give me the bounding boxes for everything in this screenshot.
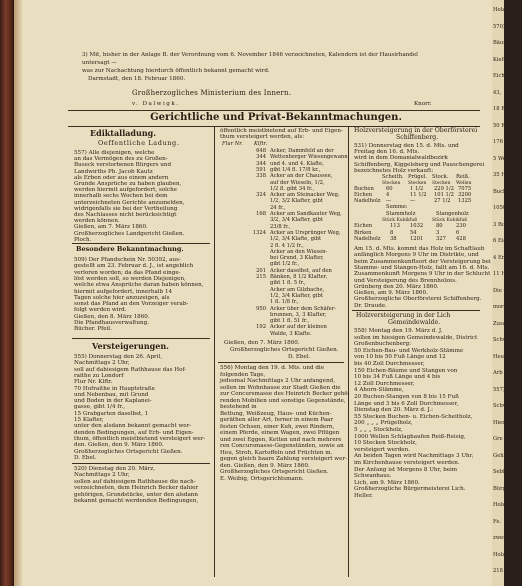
parcel-description: gibt 1 fl. 51 fr., [270, 318, 310, 325]
p531-line: 531) Donnerstag den 15. d. Mts. und [354, 143, 459, 149]
parcel-klftr: 344 [256, 154, 266, 161]
wood-table-1-cell: Nadelholz [354, 198, 381, 204]
parcel-description: Bänken, 8 1/2 Klafter, [270, 274, 328, 280]
parcel-description: 2 fl. 4 1/2 fr., [270, 242, 304, 249]
p531b-line: Dr. Draude. [354, 302, 387, 309]
intro2-line: öffentlich meistbietend auf Erb- und Eigen- [220, 128, 343, 134]
right-page-fragment: 11 Holz [493, 271, 514, 277]
signature-right: Knorr. [414, 101, 432, 107]
p531b-line: Stamme- und Stangen-Holz, fallt am 16. d. Mts. [354, 264, 490, 271]
p555-line: 15 Klafter, [74, 417, 104, 423]
wood-table-2-cell: 38 [390, 236, 397, 242]
wood-table-1-cell: 229 1/2 [434, 186, 454, 192]
wood-table-1-cell: 11 1/2 [410, 192, 427, 198]
parcel-description: 23/8 fr., [270, 223, 291, 230]
wood-table-2-cell: 8 [390, 229, 394, 236]
wood-table-1-cell: 1 1/2 [410, 186, 424, 192]
right-page-fragment: Buchen [493, 188, 513, 195]
p520-line: verzeichneten, dem Heinrich Becker dahier [74, 485, 199, 492]
p555-line: raithe zu Londorf [74, 372, 124, 379]
parcel-description: 24 fr., [270, 204, 286, 211]
p555-line: gasse, gibt 1/4 fr., [74, 404, 125, 411]
p556-line: Bettung, Weißzeug, Haus- und Küchen- [220, 410, 332, 417]
p557-line: als Erben oder aus einem andern [74, 174, 169, 181]
parcel-klftr: 344 [256, 160, 266, 167]
p555-line: 70 Hofraithe in Hauptstraße [74, 385, 155, 392]
p557-line: 557) Alle diejenigen, welche [74, 150, 155, 156]
table-head-klftr: Klftr. [254, 141, 268, 147]
p555-line: Flur Nr. Klftr. [74, 379, 113, 386]
p556-line: gegen gleich baare Zahlung versteigert wer- [220, 456, 347, 462]
parcel-klftr: 215 [256, 274, 266, 280]
wood-table-1-cell: Eichen [354, 192, 373, 198]
p509-line: welche etwa Ansprüche daran haben können, [74, 282, 204, 289]
p555-line: D. Ebel. [74, 454, 97, 461]
parcel-description: Acker an der Chaussee, [270, 173, 333, 180]
p509-line: 509) Der Pfandschein Nr. 50392, aus- [74, 257, 181, 263]
top-line-2: untersagt — [82, 60, 117, 66]
p531b-line: Grünberg den 20. März 1860. [354, 283, 439, 290]
parcel-description: 1/2, 3/4 Klafte, gibt [270, 236, 322, 243]
right-page-fragment: 218 F [493, 568, 509, 574]
parcel-klftr: 324 [256, 192, 266, 199]
rule-col1-a [72, 243, 210, 244]
parcel-description: Acker am Gilzbache, [270, 286, 325, 293]
wood-table-2-cell: 230 [456, 223, 466, 229]
parcel-description: gibt 1/2 fr., [270, 261, 300, 268]
p531-line: bezeichnetes Holz verkauft: [354, 167, 434, 174]
right-page-fragment: Holzo [493, 551, 509, 558]
right-page-fragment: 176 Wei [493, 139, 515, 145]
wood-table-2-cell: Nadelholz [354, 236, 381, 242]
p531b-line: Gießen, am 9. März 1860. [354, 290, 428, 297]
p531-line: Schiffenberg, Kiggelsberg und Pauschengerei [354, 161, 485, 168]
heading-holzv-1: Holzversteigerung in der Oberförsterei [354, 127, 478, 134]
wood-table-1-cell: 4 [386, 192, 390, 198]
parcel-description: und 4. und 4. Klafte, [270, 160, 324, 167]
right-page-fragment: 1050 Bu [493, 205, 516, 211]
right-page-fragment: Gehba [493, 452, 510, 459]
wood-table-2-cell: 6 [456, 229, 460, 236]
top-line-4: Darmstadt, den 18. Februar 1860. [88, 76, 186, 82]
p558-line: Der Anfang ist Morgens 8 Uhr, beim [354, 466, 458, 473]
p558-line: Schwanhaus. [354, 473, 392, 480]
p558-line: Länge und 3 bis 6 Zoll Durchmesser, [354, 400, 459, 407]
parcel-description: Acker daselbst, auf den [270, 267, 332, 274]
right-page-fragment: Schwalben [493, 337, 522, 343]
p558-line: 1000 Wellen Schlaghaufen Reiß-Reisig, [354, 433, 466, 440]
heading-oeffentliche-ladung: Oeffentliche Ladung. [98, 139, 180, 147]
p556-line: festen Ochsen, einer Kuh, zwei Rindern, [220, 423, 335, 430]
p557-line: Grunde Ansprüche zu haben glauben, [74, 181, 182, 187]
wood-table-1-cell: 3200 [458, 192, 472, 198]
wood-table-1-cell: 101 1/2 [434, 192, 454, 198]
p558-line: 4 Ahorn-Stämme, [354, 387, 404, 394]
p556-line: sollen im Wohnhause zur Stadt Gießen die [220, 384, 341, 391]
parcel-description: 3/2, 3/4 Klafter, gibt [270, 217, 323, 224]
p558-line: 200 „ „ „ Prügelholz, [354, 420, 413, 427]
p556-line: folgenden Tage, [220, 371, 266, 378]
p558-line: 10 bis 34 Fuß Länge und 4 bis [354, 374, 441, 381]
wood-table-1-head: Prügel. [408, 174, 428, 180]
wood-table-2-cell: 1032 [410, 223, 424, 229]
p557-line: unterzeichneten Gerichte anzumelden, [74, 199, 185, 206]
wood-table-1-cell: 27 1/2 [434, 198, 451, 204]
p557-line: Ploch. [74, 236, 92, 243]
wood-table-1-cell: 1325 [458, 198, 472, 204]
p558-line: An beiden Tagen wird Nachmittags 3 Uhr, [354, 453, 474, 460]
right-page-fragment: Gre [493, 436, 503, 442]
wood-table-2-cell: 3 [436, 229, 440, 236]
p558-line: Dienstag den 20. März d. J.: [354, 407, 434, 414]
wood-table-1-subhead: Stecken [382, 181, 401, 186]
p558-line: versteigert werden. [354, 446, 410, 453]
p557-line: widrigenfalls sie bei der Vertheilung [74, 205, 178, 212]
p557-line: Gießen, am 7. März 1860. [74, 224, 148, 231]
section-header: Gerichtliche und Privat-Bekanntmachungen. [150, 112, 402, 123]
p555-line: unter den alsdann bekannt gemacht wer- [74, 423, 192, 430]
p531b-line: Großherzogliche Oberförsterei Schiffenberg. [354, 296, 482, 303]
parcel-description: gibt 1 fl. 5 fr., [270, 280, 306, 287]
p558-line: 50 Eichen-Bau- und Werkholz-Stämme [354, 347, 464, 354]
wood-table-2-cell: 113 [390, 223, 400, 229]
p556-line: renden Mobilien und sonstige Gegenstände, [220, 397, 346, 404]
right-page-fragment: Sebbe [493, 469, 510, 475]
wood-table-2-cell: 54 [410, 229, 417, 236]
rule-col3-a [352, 310, 480, 311]
rule-col1-c [72, 463, 210, 464]
place-date-col2: Gießen, den 7. März 1860. [224, 340, 300, 346]
p520-line: gehörigen, Grundstücke, unter den alsdann [74, 491, 199, 498]
wood-table-2-cell: 1201 [410, 236, 424, 242]
wood-table-1-subhead: Wellen [456, 181, 472, 186]
right-page-fragment: Schwa [493, 403, 511, 409]
p509-line: Bücher. Pfeil. [74, 326, 112, 333]
p558-line: Heller. [354, 493, 373, 499]
wood-table-1-cell: — [410, 198, 416, 204]
p531b-line: anfänglich Morgens 9 Uhr im Distrikte, und [354, 252, 479, 259]
right-page-fragment: 18 Ei [493, 106, 507, 112]
p558-line: 20 Buchen-Stangen von 8 bis 15 Fuß [354, 394, 459, 400]
column-2 [218, 128, 350, 586]
p555-line: Nachmittags 2 Uhr, [74, 360, 130, 367]
p509-line: hiermit aufgefordert, innerhalb 14 [74, 288, 173, 295]
right-page-fragment: 3 Bu [493, 221, 506, 228]
right-page-fragment: 557) [493, 386, 505, 393]
p555-line: 555) Donnerstag den 26. April, [74, 354, 163, 360]
heading-versteigerungen: Versteigerungen. [92, 341, 169, 351]
right-page [492, 0, 522, 586]
parcel-description: Acker am Steinacker Weg, [270, 192, 340, 199]
parcel-description: Acker an den Wiesen- [270, 248, 328, 255]
p531b-line: Zusammenkunft Morgens 9 Uhr in der Schlucht [354, 271, 491, 278]
right-page-fragment: 43, [493, 89, 502, 96]
column-3 [352, 127, 491, 586]
parcel-klftr: 1324 [252, 229, 266, 236]
column-1 [72, 128, 212, 586]
parcel-description: Acker am Sandkauter Weg, [270, 211, 342, 217]
right-page-fragment: 4 Erle [493, 254, 509, 261]
p531-line: wird in dem Domanialwaldbezirk [354, 155, 448, 162]
parcel-klftr: 168 [256, 211, 266, 217]
column-divider-2 [348, 127, 349, 577]
column-divider-1 [214, 127, 215, 577]
p556-line: jedesmal Nachmittags 2 Uhr anfangend, [220, 378, 336, 384]
p556-line: geräthen aller Art, ferner in einem Paar [220, 417, 334, 423]
parcel-klftr: 201 [256, 267, 266, 274]
p557-line: Großherzogliches Landgericht Gießen. [74, 230, 185, 237]
p555-line: thum, öffentlich meistbietend versteigert wer- [74, 435, 206, 442]
parcel-description: brunnen, 3, 3 Klafter, [270, 311, 327, 318]
parcel-description: 1/2 fl. gibt 34 fr., [270, 185, 315, 192]
parcel-description: gibt 1/4 fl. 17/8 kr., [270, 166, 321, 173]
parcel-klftr: 591 [256, 166, 266, 173]
right-page-fragment: Zusammen [493, 320, 522, 327]
right-page-fragment: morzelnen [493, 304, 521, 310]
p509-line: gestellt am 23. Februar d. J., ist angeblich [74, 263, 194, 270]
wood-table-2-cell: 80 [436, 223, 443, 229]
right-page-fragment: Arb [493, 370, 503, 376]
right-page-fragment: Bürger [493, 485, 512, 492]
p520-line: 520) Dienstag den 20. März, [74, 466, 156, 472]
parcel-description: Acker auf der kleinen [270, 324, 327, 331]
p558-line: bis 40 Zoll Durchmesser, [354, 361, 425, 367]
p558-line: Großenbuchenberg: [354, 341, 412, 348]
right-page-fragment: Die m [493, 287, 509, 294]
wood-table-1 [352, 175, 480, 211]
intro2-line: thum versteigert werden, als: [220, 134, 305, 141]
newspaper-page [22, 0, 492, 586]
p555-line: 15 Grabgarten daselbst, 1 [74, 410, 149, 417]
parcel-description: Acker über dem Schäfer- [270, 305, 336, 312]
p531b-line: beim Zusammenkunftsort der Versteigerung bei [354, 258, 491, 265]
p558-line: 55 Stecken Buchen- u. Eichen-Scheitholz, [354, 413, 473, 420]
p555-line: und Boden in der Kaplanei- [74, 398, 152, 405]
p520-line: Nachmittags 2 Uhr, [74, 472, 130, 479]
p556-line: zur Concursmasse des Heinrich Becker gehö- [220, 391, 350, 397]
heading-holzv-2b: Gemeindewalde. [388, 319, 441, 326]
p556-line: bestehend in [220, 404, 257, 410]
p556-line: einem Pferde, einem Wagen, zwei Pflügen [220, 430, 340, 436]
right-page-fragment: Fe. [493, 518, 502, 525]
parcel-description: 1/2, 3/2 Klafter, gibt [270, 198, 323, 205]
right-page-fragment: 35 Holz [493, 172, 514, 178]
p558-line: im Kirchenhause versteigert werden. [354, 460, 460, 466]
p509-line: folgt werden wird. [74, 307, 127, 314]
court-col2: Großherzogliches Ortsgericht Gießen. [230, 347, 339, 353]
heading-ediktalladung: Ediktalladung. [90, 128, 157, 138]
wood-table-1-head: Stock. [432, 174, 449, 180]
right-page-fragment: zwen [493, 535, 507, 541]
parcel-description: Walde, 3 Klafte. [270, 330, 312, 337]
wood-table-1-cell: Summe: [386, 204, 408, 210]
wood-table-1-cell: 60 [386, 186, 393, 192]
p556-line: ren Concursmasse-Gegenständen, sowie an [220, 443, 344, 449]
right-page-fragment: Heuch [493, 353, 511, 360]
p531b-line: und Versteigerung des Brennholzes. [354, 277, 457, 284]
p556-line: Großherzogliches Ortsgericht Gießen. [220, 469, 329, 475]
p509-line: Gießen, den 8. März 1860. [74, 313, 150, 320]
right-page-fragment: Eichen [493, 73, 512, 79]
parcel-klftr: 338 [256, 173, 266, 180]
wood-table-2-head: Stammholz [386, 211, 416, 217]
wood-table-2-head: Stangenholz [436, 211, 469, 217]
parcel-description: 1 fl. 1/8 fr., [270, 299, 299, 306]
parcel-description: 1/2, 3/4 Klafter, gibt [270, 292, 323, 299]
p558-line: 12 Zoll Durchmesser, [354, 380, 415, 387]
p558-line: von 10 bis 50 Fuß Länge und 12 [354, 354, 446, 361]
p531-line: Freitag den 16. d. Mts. [354, 149, 420, 156]
wood-table-1-subhead: Stecken [408, 181, 427, 186]
right-page-fragment: Kiefern [493, 56, 513, 63]
wood-table-2-cell: Birken [354, 229, 372, 236]
p509-line: löst werden soll, so werden Diejenigen, [74, 275, 186, 282]
wood-table-1-head: Reiß. [456, 174, 470, 180]
right-page-fragment: Bäume, [493, 40, 513, 46]
p557-line: innerhalb sechs Wochen bei dem [74, 193, 168, 200]
parcel-klftr: 192 [256, 324, 266, 331]
p556-line: E. Weibig, Ortsgerichtsmann. [220, 475, 304, 482]
right-page-fragment: 50 Ei [493, 122, 507, 129]
rule-col2-a [218, 362, 344, 363]
p557-line: Landwirths Ph. Jacob Kautz [74, 168, 153, 175]
p509-line: Die Pfandhausverwaltung. [74, 320, 149, 326]
p555-line: Großherzogliches Ortsgericht Gießen. [74, 448, 183, 455]
p520-line: bekannt gemacht werdenden Bedingungen, [74, 498, 199, 504]
p531b-line: Am 15. d. Mts. kommt das Holz im Schaftlaub [354, 246, 485, 252]
p509-line: sonst das Pfand an den Vorzeiger verab- [74, 301, 189, 308]
wood-table-1-cell: — [386, 198, 392, 204]
p555-line: und Nebenbau, mit Grund [74, 391, 149, 398]
wood-table-2-cell: 428 [456, 236, 466, 242]
right-page-fragment: 5 Wei [493, 155, 508, 162]
table-head-flur: Flur Nr. [222, 141, 243, 147]
p558-line: sollen im hiesigen Gemeindewalde, District [354, 334, 478, 341]
p557-line: werden hiermit aufgefordert, solche [74, 187, 177, 194]
heading-holzv-1b: Schiffenberg. [396, 134, 439, 141]
right-page-fragment: Hier [493, 419, 505, 426]
parcel-description: Wettenberger Wiesengewann, [270, 154, 350, 161]
p509-line: Tagen solche hier anzuzeigen, als [74, 294, 170, 301]
p557-line: Buseck verstorbenen Bürgers und [74, 162, 172, 169]
p557-line: des Nachlasses nicht berücksichtigt [74, 212, 177, 218]
ministry-line: Großherzogliches Ministerium des Innern. [132, 89, 292, 97]
right-page-fragment: Holzv [493, 7, 508, 13]
parcel-description: bei Grund, 3 Klafter, [270, 255, 324, 262]
wood-table-2-subhead: Stück Kubikfuß [432, 218, 468, 223]
wood-table-1-cell: Buchen [354, 186, 374, 192]
top-line-3: was zur Nachachtung hierdurch öffentlich bekannt gemacht wird. [82, 68, 270, 74]
p556-line: den. Gießen, den 9. März 1860. [220, 462, 310, 469]
wood-table-2-cell: 327 [436, 236, 446, 242]
right-page-fragment: 6 Eich [493, 238, 510, 244]
rule-top [68, 110, 480, 111]
right-page-fragment: Holzo [493, 502, 509, 508]
p509-line: verloren worden; da das Pfand einge- [74, 269, 181, 276]
p555-line: denden Bedingungen, auf Erb- und Eigen- [74, 429, 194, 436]
heading-holzv-2: Holzversteigerung in der Lich [356, 312, 451, 319]
p558-line: 558) Montag den 19. März d. J. [354, 328, 443, 334]
wood-table-2-subhead: Stück Kubikfuß [382, 218, 418, 223]
rule-col1-b [72, 338, 210, 339]
heading-besondere: Besondere Bekanntmachung. [76, 245, 184, 253]
wood-table-2 [352, 212, 480, 246]
parcel-klftr: 950 [256, 305, 266, 312]
p558-line: Lich, am 9. März 1860. [354, 479, 420, 486]
p555-line: den. Gießen, den 9. März 1860. [74, 442, 164, 449]
parcel-description: Acker, Dammfeld an der [270, 148, 334, 154]
top-line-1: 3) Mit, bisher in der Anlage B. der Verordnung vom 6. November 1846 verzeichneten, Kalendern ist der Hausirhandel [82, 52, 418, 58]
parcel-klftr: 648 [256, 148, 266, 154]
p556-line: 556) Montag den 19. d. Mts. und die [220, 365, 325, 371]
p558-line: 150 Eichen-Bäume und Stangen von [354, 367, 458, 374]
p557-line: werden können. [74, 218, 120, 225]
wood-table-1-cell: 7075 [458, 186, 472, 192]
right-page-fragment: 570) Mo [493, 23, 516, 30]
wood-table-1-head: Scheith. [382, 174, 404, 180]
book-spine [0, 0, 14, 586]
p558-line: 5 „ „ „ Stockholz, [354, 427, 403, 433]
p555-line: soll auf dahiesigem Rathhause das Hof- [74, 366, 187, 373]
parcel-description: auf der Wieseln, 1/2, [270, 179, 325, 186]
wood-table-1-subhead: Stecken [432, 181, 451, 186]
p520-line: sollen auf dahiesigem Rathhause die nach- [74, 478, 196, 485]
parcel-description: Acker an Ursprünger Weg, [270, 229, 341, 236]
p556-line: Heu, Stroh, Kartoffeln und Früchten m. [220, 449, 333, 456]
p556-line: und zwei Eggen, Ketten und nach mehrere [220, 436, 342, 443]
p558-line: 10 Stecken Stockholz, [354, 440, 417, 447]
p558-line: Großherzogliche Bürgermeisterei Lich. [354, 486, 466, 493]
p557-line: an das Vermögen des zu Großen- [74, 156, 168, 163]
wood-table-2-cell: Eichen [354, 223, 373, 229]
page-edge-left [14, 0, 22, 586]
signature-left: v. Dalwigk. [132, 101, 180, 107]
signature-col2: D. Ebel. [288, 354, 311, 360]
